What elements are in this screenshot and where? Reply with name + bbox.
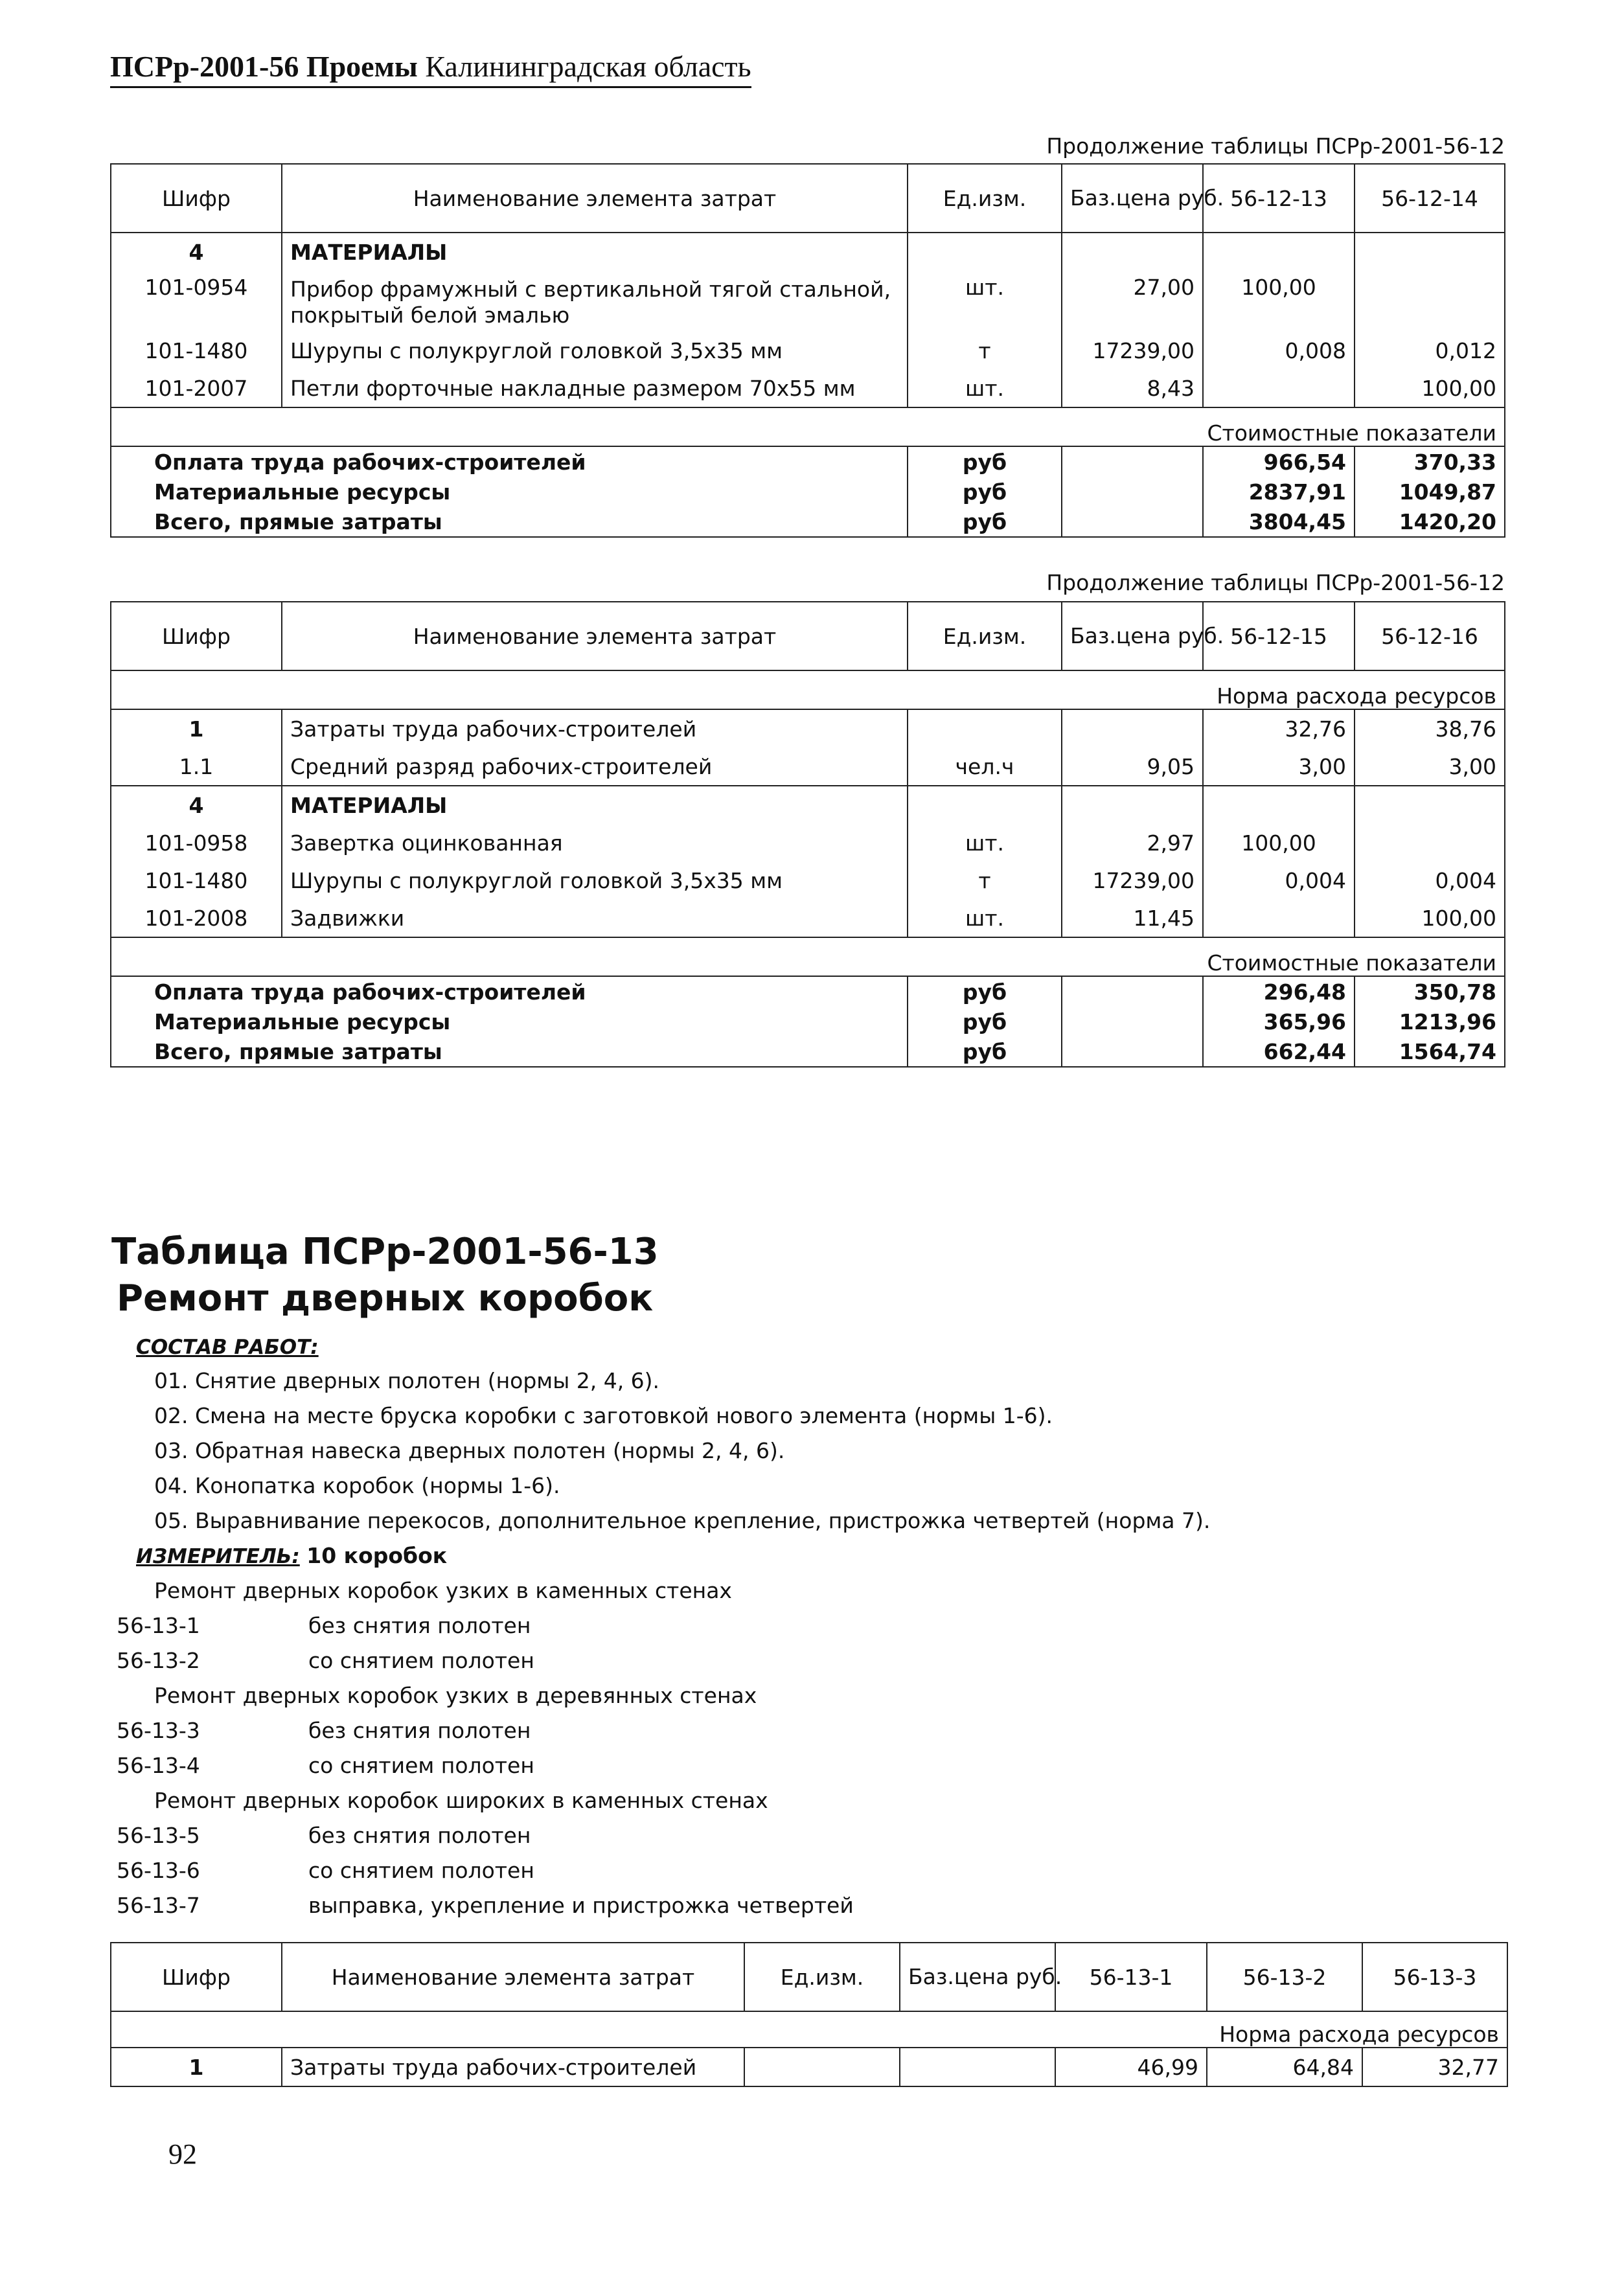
norm-description: без снятия полотен (308, 1718, 531, 1743)
row-name: Завертка оцинкованная (282, 824, 908, 862)
work-item: 03. Обратная навеска дверных полотен (нормы 2, 4, 6). (154, 1438, 785, 1463)
norm-code: 56-13-2 (117, 1648, 200, 1673)
col-header: Ед.изм. (908, 602, 1062, 670)
row-unit: т (908, 332, 1062, 369)
col-header: 56-13-1 (1055, 1943, 1207, 2011)
table3 (110, 1942, 1508, 2087)
section-subtitle: Ремонт дверных коробок (117, 1277, 654, 1319)
cost-header: Стоимостные показатели (111, 937, 1505, 976)
summary-row (111, 1007, 1505, 1036)
work-composition-heading: СОСТАВ РАБОТ: (136, 1336, 319, 1359)
row-price: 8,43 (1062, 369, 1203, 407)
summary-unit: руб (908, 477, 1062, 507)
summary-label: Оплата труда рабочих-строителей (111, 976, 908, 1007)
row-value: 3,00 (1203, 748, 1355, 786)
row-name: Шурупы с полукруглой головкой 3,5х35 мм (282, 862, 908, 899)
row-value (1203, 899, 1355, 937)
row-code: 101-0958 (111, 824, 282, 862)
col-header: 56-13-3 (1362, 1943, 1507, 2011)
section-title: Таблица ПСРр-2001-56-13 (111, 1231, 659, 1273)
norm-header-row (111, 2011, 1507, 2048)
table2 (110, 601, 1505, 1068)
row-code: 101-2008 (111, 899, 282, 937)
table-row (111, 709, 1505, 748)
col-header: Наименование элемента затрат (282, 602, 908, 670)
row-unit: т (908, 862, 1062, 899)
norm-description: со снятием полотен (308, 1648, 534, 1673)
col-header: Наименование элемента затрат (282, 164, 908, 233)
summary-unit: руб (908, 507, 1062, 537)
cost-header: Стоимостные показатели (111, 407, 1505, 446)
row-value: 100,00 (1355, 899, 1505, 937)
meter-value: 10 коробок (306, 1543, 448, 1568)
header-title: ПСРр-2001-56 Проемы (110, 50, 418, 83)
row-value: 32,77 (1362, 2048, 1507, 2086)
cost-header-row (111, 937, 1505, 976)
row-name: Прибор фрамужный с вертикальной тягой стальной, покрытый белой эмалью (282, 271, 908, 332)
row-price: 2,97 (1062, 824, 1203, 862)
col-header: Наименование элемента затрат (282, 1943, 744, 2011)
row-code: 1.1 (111, 748, 282, 786)
summary-value: 365,96 (1203, 1007, 1355, 1036)
row-value (1203, 369, 1355, 407)
norm-group-title: Ремонт дверных коробок широких в каменных стенах (154, 1788, 768, 1813)
row-unit: шт. (908, 824, 1062, 862)
norm-header: Норма расхода ресурсов (111, 2011, 1507, 2048)
table2-continuation-note: Продолжение таблицы ПСРр-2001-56-12 (1046, 570, 1505, 595)
summary-unit: руб (908, 1036, 1062, 1067)
row-price: 17239,00 (1062, 332, 1203, 369)
norm-description: со снятием полотен (308, 1858, 534, 1883)
row-value: 100,00 (1355, 369, 1505, 407)
section-name: МАТЕРИАЛЫ (282, 233, 908, 271)
summary-value: 3804,45 (1203, 507, 1355, 537)
col-header: Ед.изм. (744, 1943, 900, 2011)
norm-group-title: Ремонт дверных коробок узких в каменных стенах (154, 1578, 732, 1603)
cost-header-row (111, 407, 1505, 446)
summary-unit: руб (908, 1007, 1062, 1036)
summary-value: 662,44 (1203, 1036, 1355, 1067)
row-value: 0,004 (1355, 862, 1505, 899)
row-value: 0,012 (1355, 332, 1505, 369)
table3-header-row (111, 1943, 1507, 2011)
table-row (111, 899, 1505, 937)
summary-row (111, 507, 1505, 537)
norm-description: без снятия полотен (308, 1613, 531, 1638)
row-name: Затраты труда рабочих-строителей (282, 2048, 744, 2086)
row-value (1355, 271, 1505, 332)
norm-code: 56-13-5 (117, 1823, 200, 1848)
work-item: 05. Выравнивание перекосов, дополнительное крепление, пристрожка четвертей (норма 7). (154, 1508, 1211, 1533)
col-header: Шифр (111, 164, 282, 233)
row-value: 0,004 (1203, 862, 1355, 899)
row-name: Шурупы с полукруглой головкой 3,5х35 мм (282, 332, 908, 369)
norm-code: 56-13-3 (117, 1718, 200, 1743)
row-value (1355, 824, 1505, 862)
work-item: 01. Снятие дверных полотен (нормы 2, 4, 6). (154, 1368, 660, 1393)
col-header: 56-12-13 (1203, 164, 1355, 233)
col-header: 56-12-14 (1355, 164, 1505, 233)
summary-value: 370,33 (1355, 446, 1505, 477)
row-code: 101-1480 (111, 332, 282, 369)
row-value: 32,76 (1203, 709, 1355, 748)
work-item: 02. Смена на месте бруска коробки с заготовкой нового элемента (нормы 1-6). (154, 1403, 1053, 1428)
meter-line (136, 1543, 447, 1568)
section-name: МАТЕРИАЛЫ (282, 786, 908, 824)
summary-label: Материальные ресурсы (111, 477, 908, 507)
row-code: 101-2007 (111, 369, 282, 407)
row-value: 3,00 (1355, 748, 1505, 786)
summary-value: 966,54 (1203, 446, 1355, 477)
norm-code: 56-13-7 (117, 1893, 200, 1918)
table-row (111, 233, 1505, 271)
norm-code: 56-13-4 (117, 1753, 200, 1778)
col-header: Ед.изм. (908, 164, 1062, 233)
row-value: 46,99 (1055, 2048, 1207, 2086)
row-price: 9,05 (1062, 748, 1203, 786)
col-header: Баз.цена руб. (1062, 164, 1203, 233)
summary-value: 1213,96 (1355, 1007, 1505, 1036)
col-header: Баз.цена руб. (900, 1943, 1055, 2011)
row-code: 1 (111, 709, 282, 748)
table1-continuation-note: Продолжение таблицы ПСРр-2001-56-12 (1046, 133, 1505, 159)
norm-description: со снятием полотен (308, 1753, 534, 1778)
norm-header: Норма расхода ресурсов (111, 670, 1505, 709)
col-header: Шифр (111, 1943, 282, 2011)
table-row (111, 369, 1505, 407)
row-price: 11,45 (1062, 899, 1203, 937)
summary-value: 350,78 (1355, 976, 1505, 1007)
work-item: 04. Конопатка коробок (нормы 1-6). (154, 1473, 560, 1498)
table2-header-row (111, 602, 1505, 670)
table1 (110, 163, 1505, 538)
summary-row (111, 976, 1505, 1007)
col-header: Баз.цена руб. (1062, 602, 1203, 670)
section-code: 4 (111, 786, 282, 824)
norm-code: 56-13-1 (117, 1613, 200, 1638)
summary-value: 296,48 (1203, 976, 1355, 1007)
row-unit: шт. (908, 369, 1062, 407)
row-unit: шт. (908, 271, 1062, 332)
row-price: 27,00 (1062, 271, 1203, 332)
col-header: 56-12-16 (1355, 602, 1505, 670)
table-row (111, 271, 1505, 332)
summary-value: 1564,74 (1355, 1036, 1505, 1067)
summary-label: Материальные ресурсы (111, 1007, 908, 1036)
row-code: 101-1480 (111, 862, 282, 899)
row-code: 1 (111, 2048, 282, 2086)
summary-row (111, 1036, 1505, 1067)
row-value: 0,008 (1203, 332, 1355, 369)
norm-header-row (111, 670, 1505, 709)
row-name: Задвижки (282, 899, 908, 937)
meter-label: ИЗМЕРИТЕЛЬ: (136, 1545, 300, 1568)
row-value: 38,76 (1355, 709, 1505, 748)
row-name: Петли форточные накладные размером 70х55 мм (282, 369, 908, 407)
row-unit: шт. (908, 899, 1062, 937)
running-header (110, 49, 751, 88)
summary-row (111, 477, 1505, 507)
row-value: 100,00 (1203, 271, 1355, 332)
summary-value: 1049,87 (1355, 477, 1505, 507)
page-number: 92 (168, 2138, 197, 2170)
section-code: 4 (111, 233, 282, 271)
summary-value: 1420,20 (1355, 507, 1505, 537)
table1-header-row (111, 164, 1505, 233)
norm-group-title: Ремонт дверных коробок узких в деревянных стенах (154, 1683, 757, 1708)
norm-code: 56-13-6 (117, 1858, 200, 1883)
norm-description: без снятия полотен (308, 1823, 531, 1848)
summary-unit: руб (908, 446, 1062, 477)
table-row (111, 824, 1505, 862)
table-row (111, 2048, 1507, 2086)
row-value: 64,84 (1207, 2048, 1362, 2086)
summary-label: Всего, прямые затраты (111, 1036, 908, 1067)
table-row (111, 748, 1505, 786)
row-name: Средний разряд рабочих-строителей (282, 748, 908, 786)
table-row (111, 332, 1505, 369)
row-code: 101-0954 (111, 271, 282, 332)
col-header: Шифр (111, 602, 282, 670)
summary-label: Всего, прямые затраты (111, 507, 908, 537)
col-header: 56-13-2 (1207, 1943, 1362, 2011)
row-unit: чел.ч (908, 748, 1062, 786)
norm-description: выправка, укрепление и пристрожка четвертей (308, 1893, 854, 1918)
header-region: Калининградская область (425, 50, 751, 83)
summary-row (111, 446, 1505, 477)
summary-label: Оплата труда рабочих-строителей (111, 446, 908, 477)
table-row (111, 786, 1505, 824)
row-price: 17239,00 (1062, 862, 1203, 899)
col-header: 56-12-15 (1203, 602, 1355, 670)
row-name: Затраты труда рабочих-строителей (282, 709, 908, 748)
summary-unit: руб (908, 976, 1062, 1007)
summary-value: 2837,91 (1203, 477, 1355, 507)
table-row (111, 862, 1505, 899)
row-value: 100,00 (1203, 824, 1355, 862)
